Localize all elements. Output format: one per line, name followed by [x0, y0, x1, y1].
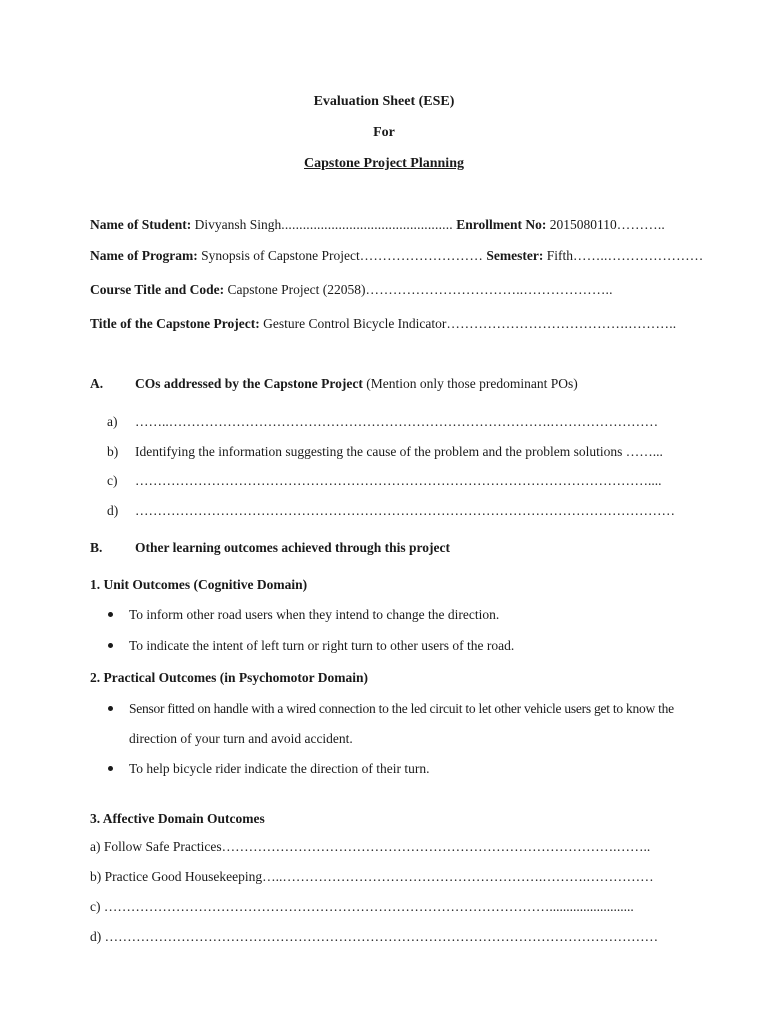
subtitle-text: Capstone Project Planning — [304, 156, 464, 171]
affective-item: d) …………………………………………………………………………………………………………… — [90, 929, 659, 944]
practical-outcome-item-line2: direction of your turn and avoid accident. — [129, 731, 353, 746]
unit-outcomes-heading — [90, 577, 307, 593]
course-fill: ……………………………..……………….. — [365, 282, 613, 297]
capstone-title-row — [90, 316, 676, 332]
co-item-a-marker: a) — [107, 414, 118, 429]
section-a-title: COs addressed by the Capstone Project — [135, 376, 363, 391]
co-item-b-marker: b) — [107, 444, 119, 459]
capstone-value: Gesture Control Bicycle Indicator — [263, 316, 447, 331]
enroll-fill: ……….. — [616, 217, 665, 232]
bullet-icon — [108, 766, 113, 771]
bullet-icon — [108, 706, 113, 711]
course-value: Capstone Project (22058) — [227, 282, 366, 297]
bullet-icon — [108, 612, 113, 617]
semester-label: Semester: — [486, 248, 544, 263]
affective-item: a) Follow Safe Practices…………………………………………………………………………….…….. — [90, 839, 651, 854]
affective-outcomes-title: 3. Affective Domain Outcomes — [90, 811, 265, 826]
student-fill: ................................................ — [281, 217, 453, 232]
sheet-subtitle — [0, 156, 768, 172]
course-row — [90, 282, 613, 298]
practical-outcomes-title: 2. Practical Outcomes (in Psychomotor Domain) — [90, 670, 368, 685]
student-row — [90, 217, 665, 233]
enroll-value: 2015080110 — [549, 217, 617, 232]
co-item-a-text: ……..………………………………………………………………………….…………………… — [135, 414, 659, 429]
affective-item: b) Practice Good Housekeeping…..………………………………………………….……….…………… — [90, 869, 654, 884]
affective-outcomes-heading — [90, 811, 265, 827]
section-a-letter: A. — [90, 376, 104, 391]
semester-fill: ……..………………… — [573, 248, 704, 263]
capstone-fill: ………………………………….……….. — [446, 316, 677, 331]
student-value: Divyansh Singh — [194, 217, 282, 232]
co-item-d-text: ………………………………………………………………………………………………………… — [135, 503, 675, 518]
section-b-title: Other learning outcomes achieved through this project — [135, 540, 450, 555]
practical-outcomes-heading — [90, 670, 368, 686]
co-item-b-text: Identifying the information suggesting the cause of the problem and the problem solutions ……... — [135, 444, 663, 459]
unit-outcomes-title: 1. Unit Outcomes (Cognitive Domain) — [90, 577, 308, 592]
semester-value: Fifth — [546, 248, 574, 263]
section-b-marker — [90, 540, 102, 556]
practical-outcome-item: To help bicycle rider indicate the direction of their turn. — [129, 761, 430, 776]
sheet-title: Evaluation Sheet (ESE) — [313, 94, 455, 109]
section-a-note: (Mention only those predominant POs) — [366, 376, 578, 391]
unit-outcome-item: To inform other road users when they intend to change the direction. — [129, 607, 500, 622]
student-label: Name of Student: — [90, 217, 192, 232]
program-value: Synopsis of Capstone Project — [201, 248, 360, 263]
section-b-heading — [135, 540, 450, 556]
section-b-letter: B. — [90, 540, 103, 555]
enroll-label: Enrollment No: — [456, 217, 547, 232]
sheet-for: For — [373, 125, 395, 140]
unit-outcome-item: To indicate the intent of left turn or right turn to other users of the road. — [129, 638, 515, 653]
course-label: Course Title and Code: — [90, 282, 225, 297]
co-item-c-marker: c) — [107, 473, 118, 488]
co-item-d-marker: d) — [107, 503, 119, 518]
program-row — [90, 248, 703, 264]
practical-outcome-item-line1: Sensor fitted on handle with a wired connection to the led circuit to let other vehicle users get to know the — [129, 701, 674, 716]
section-a-heading — [135, 376, 578, 392]
program-label: Name of Program: — [90, 248, 198, 263]
section-a-marker — [90, 376, 103, 392]
bullet-icon — [108, 643, 113, 648]
program-fill: ……………………… — [359, 248, 484, 263]
co-item-c-text: …………………………………………………………………………………………………….... — [135, 473, 662, 488]
capstone-label: Title of the Capstone Project: — [90, 316, 260, 331]
affective-item: c) ………………………………………………………………………………………......................... — [90, 899, 634, 914]
